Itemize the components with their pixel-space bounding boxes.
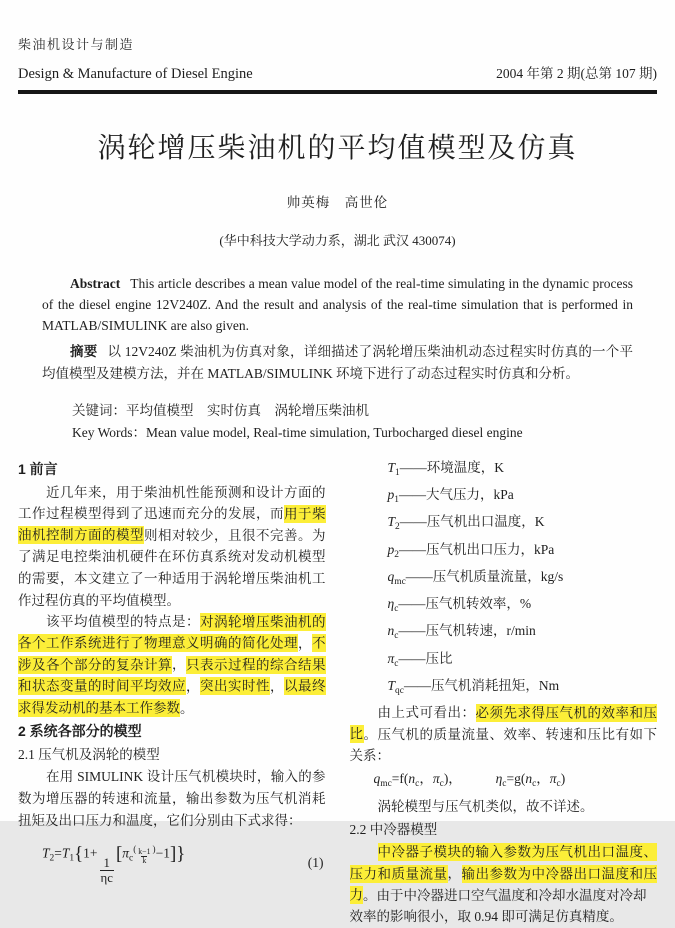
paragraph-compressor: 在用 SIMULINK 设计压气机模块时，输入的参数为增压器的转速和流量，输出参数为压气机消耗扭矩及出口压力和温度，它们分别由下式求得： (18, 769, 326, 828)
affiliation: (华中科技大学动力系，湖北 武汉 430074) (219, 233, 456, 248)
section-heading-2: 2 系统各部分的模型 (18, 723, 142, 740)
variable-item-pic: $\pi_c——$压比 (387, 650, 453, 669)
journal-title-en: Design & Manufacture of Diesel Engine (18, 66, 253, 82)
keywords-en-label: Key Words： (72, 425, 147, 440)
paragraph-intro-2: 该平均值模型的特点是：对涡轮增压柴油机的各个工作系统进行了物理意义明确的简化处理，不涉及各个部分的复杂计算，只表示过程的综合结果和状态变量的时间平均效应，突出实时性，以最终求得发动机的基本工作参数。 (18, 614, 326, 716)
section-heading-2-1: 2.1 压气机及涡轮的模型 (18, 746, 160, 762)
formula-1 (18, 839, 326, 886)
header-rule (18, 90, 657, 94)
keywords-cn-text: 平均值模型 实时仿真 涡轮增压柴油机 (126, 403, 369, 418)
variable-item-T1: $T_1——$环境温度，K (387, 460, 504, 478)
keywords-block (72, 400, 633, 444)
clipped-last-line-text: 效率的影响很小，取 0.94 即可满足仿真精度。 (349, 909, 623, 925)
abstract-en-text: This article describes a mean value model of the real-time simulating in the dynamic process of the diesel engine 12V240Z. And the result and analysis of the real-time simulation that is performed in MATLAB/SIMULINK are also given. (42, 276, 633, 333)
abstract-en (42, 273, 633, 336)
right-column (349, 457, 658, 925)
page-header (0, 0, 675, 83)
left-column (18, 457, 326, 915)
section-heading-1: 1 前言 (18, 461, 58, 477)
keywords-en (72, 422, 633, 444)
journal-header-row (18, 62, 657, 83)
paragraph-intro-1: 近几年来，用于柴油机性能预测和设计方面的工作过程模型得到了迅速而充分的发展，而用于柴油机控制方面的模型则相对较少，且很不完善。为了满足电控柴油机硬件在环仿真系统对发动机模型的需要，本文建立了一种适用于涡轮增压柴油机工作过程仿真的平均值模型。 (18, 484, 326, 608)
variable-item-etac: $\eta_c——$压气机转效率，% (387, 596, 532, 614)
variable-item-p1: $p_1——$大气压力，kPa (387, 487, 514, 506)
variable-item-Tqc: $T_{qc}——$压气机消耗扭矩，Nm (387, 677, 560, 696)
abstract-cn-label: 摘要 (70, 344, 98, 359)
abstract-en-label: Abstract (70, 276, 121, 291)
formula-1-number: (1) (307, 854, 324, 870)
variable-item-p2: $p_2——$压气机出口压力，kPa (387, 541, 555, 560)
formula-1-expression: $T_2=T_1\{1+$ $\frac{1}{\eta c}$ [$\pi_c^($ $\frac{k-1}{k}$ )−1]} (42, 843, 186, 886)
authors: 帅英梅 高世伦 (286, 195, 389, 210)
issue-info: 2004 年第 2 期(总第 107 期) (496, 66, 657, 81)
variable-item-qmc: $q_{mc}——$压气机质量流量，kg/s (387, 568, 564, 587)
section-heading-2-2: 2.2 中冷器模型 (349, 821, 438, 837)
journal-title-cn: 柴油机设计与制造 (18, 37, 135, 52)
variable-list (350, 457, 658, 702)
article-title: 涡轮增压柴油机的平均值模型及仿真 (97, 133, 578, 164)
variable-item-T2: $T_2——$压气机出口温度，K (387, 514, 545, 533)
article-body (18, 457, 657, 925)
paragraph-relation: 由上式可看出：必须先求得压气机的效率和压比。压气机的质量流量、效率、转速和压比有如下关系： (349, 705, 657, 764)
variable-item-nc: $n_c——$压气机转速，r/min (387, 623, 536, 642)
keywords-cn-label: 关键词： (72, 403, 126, 418)
paragraph-intercooler: 中冷器子模块的输入参数为压气机出口温度、压力和质量流量，输出参数为中冷器出口温度和压力。由于中冷器进口空气温度和冷却水温度对冷却 (349, 844, 657, 903)
keywords-en-text: Mean value model, Real-time simulation, Turbocharged diesel engine (146, 425, 523, 440)
formula-2: $q_{mc}=f(n_c$，$\pi_c$)， $\eta_c=g(n_c$，$\pi_c$) (373, 770, 566, 789)
abstract-cn (42, 341, 633, 385)
paragraph-turbine: 涡轮模型与压气机类似，故不详述。 (377, 799, 594, 815)
clipped-last-line (349, 906, 658, 925)
abstract-cn-text: 以 12V240Z 柴油机为仿真对象，详细描述了涡轮增压柴油机动态过程实时仿真的一个平均值模型及建模方法，并在 MATLAB/SIMULINK 环境下进行了动态过程实时仿真和分析。 (42, 344, 634, 381)
keywords-cn (72, 400, 633, 422)
